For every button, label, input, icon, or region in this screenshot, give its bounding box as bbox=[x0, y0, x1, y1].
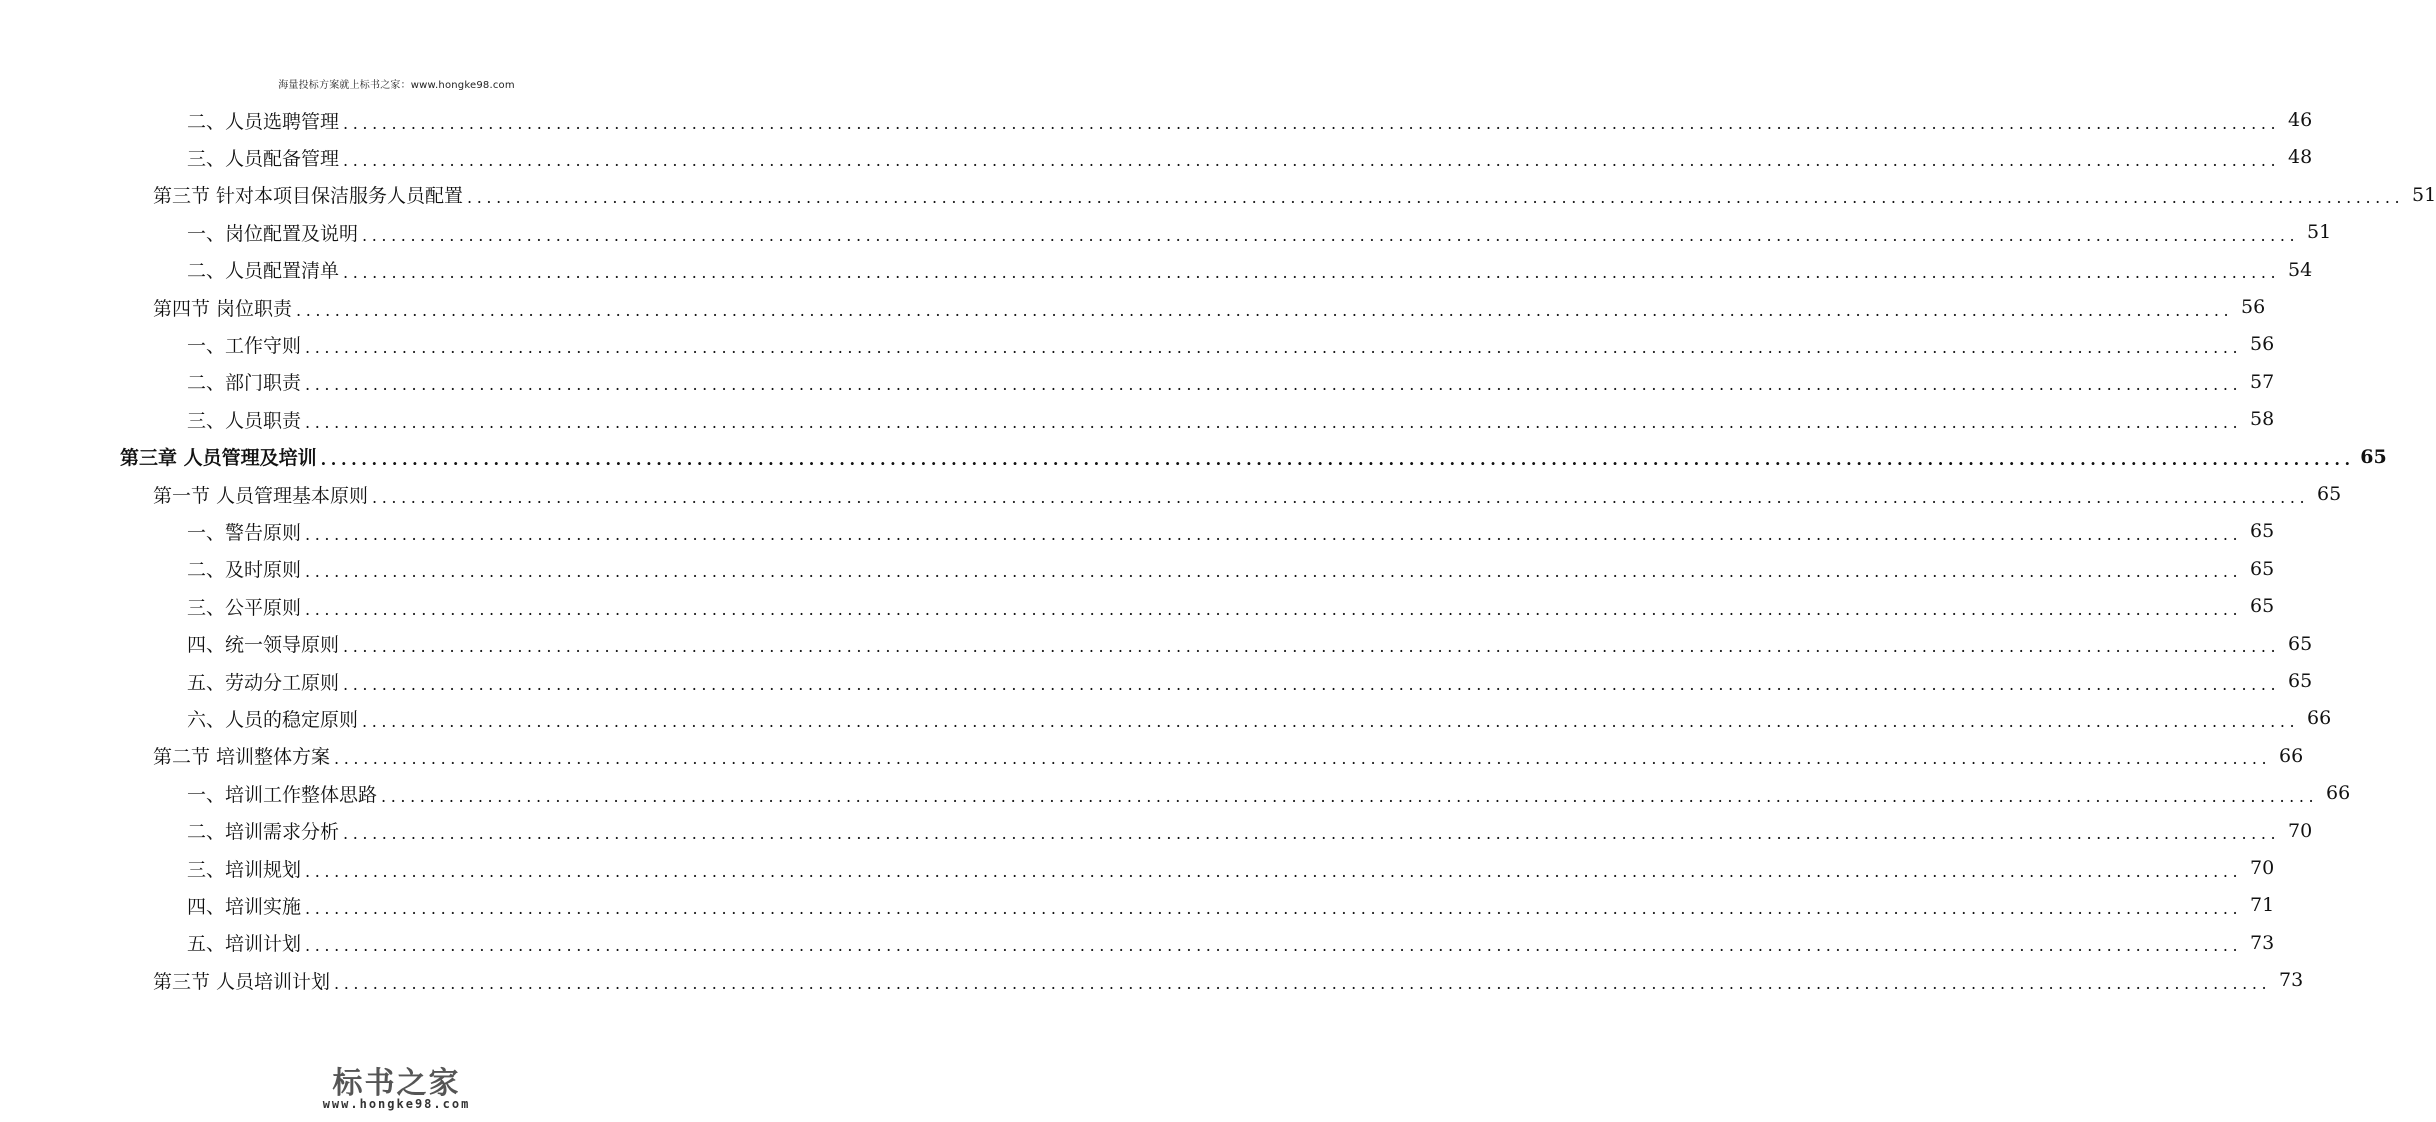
toc-dot-leader: ........................................................................................................................................................................................................ bbox=[305, 412, 2243, 432]
toc-entry-title: 一、警告原则 bbox=[187, 521, 302, 544]
toc-entry-title: 四、统一领导原则 bbox=[187, 634, 340, 657]
toc-dot-leader: ........................................................................................................................................................................................................ bbox=[467, 188, 2405, 208]
toc-entry-page-number: 65 bbox=[2288, 670, 2313, 692]
toc-entry-title: 第三节 人员培训计划 bbox=[153, 970, 331, 993]
toc-entry[interactable] bbox=[153, 292, 2266, 322]
toc-entry-page-number: 73 bbox=[2250, 931, 2275, 954]
toc-entry[interactable] bbox=[187, 142, 2313, 172]
toc-entry[interactable] bbox=[187, 778, 2351, 808]
toc-entry-page-number: 65 bbox=[2317, 483, 2342, 505]
toc-entry[interactable] bbox=[187, 853, 2275, 883]
toc-entry[interactable] bbox=[187, 666, 2313, 696]
toc-dot-leader: ........................................................................................................................................................................................................ bbox=[305, 562, 2243, 582]
toc-dot-leader: ........................................................................................................................................................................................................ bbox=[343, 113, 2281, 133]
toc-entry-page-number: 65 bbox=[2250, 520, 2275, 543]
toc-entry[interactable] bbox=[187, 816, 2313, 846]
toc-dot-leader: ........................................................................................................................................................................................................ bbox=[343, 150, 2281, 170]
toc-dot-leader: ........................................................................................................................................................................................................ bbox=[343, 674, 2281, 694]
toc-dot-leader: ........................................................................................................................................................................................................ bbox=[381, 786, 2319, 806]
toc-entry-page-number: 73 bbox=[2279, 969, 2304, 992]
toc-entry-page-number: 51 bbox=[2307, 221, 2332, 244]
toc-entry[interactable] bbox=[187, 255, 2313, 285]
toc-dot-leader: ........................................................................................................................................................................................................ bbox=[305, 898, 2243, 918]
toc-entry-title: 五、劳动分工原则 bbox=[187, 671, 340, 694]
toc-dot-leader: ........................................................................................................................................................................................................ bbox=[334, 749, 2272, 769]
toc-entry[interactable] bbox=[187, 554, 2275, 584]
toc-dot-leader: ........................................................................................................................................................................................................ bbox=[305, 861, 2243, 881]
toc-entry-title: 一、培训工作整体思路 bbox=[187, 783, 378, 806]
toc-entry-title: 第三节 针对本项目保洁服务人员配置 bbox=[153, 185, 464, 208]
toc-dot-leader: ........................................................................................................................................................................................................ bbox=[305, 524, 2243, 544]
toc-entry-title: 二、及时原则 bbox=[187, 559, 302, 582]
toc-entry[interactable] bbox=[187, 404, 2275, 434]
toc-entry-title: 第四节 岗位职责 bbox=[153, 297, 293, 320]
toc-entry[interactable] bbox=[187, 367, 2275, 397]
toc-entry[interactable] bbox=[187, 928, 2275, 958]
toc-entry-title: 五、培训计划 bbox=[187, 933, 302, 956]
toc-entry-page-number: 56 bbox=[2250, 333, 2275, 356]
toc-entry[interactable] bbox=[187, 329, 2275, 359]
toc-dot-leader: ........................................................................................................................................................................................................ bbox=[343, 263, 2281, 283]
footer-logo: 标书之家 bbox=[332, 1066, 461, 1101]
toc-entry[interactable] bbox=[153, 965, 2304, 995]
toc-entry[interactable] bbox=[187, 591, 2275, 621]
toc-dot-leader: ........................................................................................................................................................................................................ bbox=[362, 711, 2300, 731]
toc-entry-title: 三、人员配备管理 bbox=[187, 147, 340, 170]
toc-entry-page-number: 51 bbox=[2412, 183, 2436, 206]
toc-entry-page-number: 65 bbox=[2360, 445, 2387, 468]
toc-entry-page-number: 56 bbox=[2241, 296, 2266, 318]
toc-entry-page-number: 54 bbox=[2288, 258, 2313, 281]
toc-dot-leader: ........................................................................................................................................................................................................ bbox=[343, 637, 2281, 657]
toc-entry[interactable] bbox=[153, 479, 2342, 509]
toc-entry-title: 第三章 人员管理及培训 bbox=[120, 447, 317, 470]
toc-dot-leader: ........................................................................................................................................................................................................ bbox=[305, 375, 2243, 395]
toc-entry-title: 三、公平原则 bbox=[187, 596, 302, 619]
toc-entry-page-number: 65 bbox=[2250, 557, 2275, 580]
toc-entry-page-number: 70 bbox=[2288, 819, 2313, 842]
toc-entry-page-number: 46 bbox=[2288, 109, 2313, 131]
toc-dot-leader: ........................................................................................................................................................................................................ bbox=[343, 824, 2281, 844]
toc-entry-title: 第二节 培训整体方案 bbox=[153, 746, 331, 769]
toc-entry-page-number: 70 bbox=[2250, 857, 2275, 879]
toc-entry[interactable] bbox=[187, 217, 2332, 247]
page-header: 海量投标方案就上标书之家：www.hongke98.com bbox=[278, 80, 515, 91]
toc-entry[interactable] bbox=[187, 629, 2313, 659]
toc-dot-leader: ........................................................................................................................................................................................................ bbox=[296, 300, 2234, 320]
toc-entry-title: 第一节 人员管理基本原则 bbox=[153, 484, 369, 507]
toc-entry-title: 三、培训规划 bbox=[187, 858, 302, 881]
toc-entry-page-number: 57 bbox=[2250, 370, 2275, 393]
toc-entry[interactable] bbox=[120, 442, 2387, 472]
toc-entry-page-number: 65 bbox=[2288, 632, 2313, 655]
toc-entry[interactable] bbox=[187, 516, 2275, 546]
toc-entry-page-number: 66 bbox=[2279, 744, 2304, 767]
toc-dot-leader: ........................................................................................................................................................................................................ bbox=[362, 225, 2300, 245]
toc-dot-leader: ........................................................................................................................................................................................................ bbox=[320, 450, 2355, 470]
toc-entry-title: 一、岗位配置及说明 bbox=[187, 222, 359, 245]
toc-entry-page-number: 71 bbox=[2250, 894, 2275, 917]
toc-entry-page-number: 58 bbox=[2250, 408, 2275, 431]
toc-dot-leader: ........................................................................................................................................................................................................ bbox=[334, 973, 2272, 993]
toc-dot-leader: ........................................................................................................................................................................................................ bbox=[305, 599, 2243, 619]
toc-dot-leader: ........................................................................................................................................................................................................ bbox=[372, 487, 2310, 507]
toc-entry-title: 四、培训实施 bbox=[187, 895, 302, 918]
footer-url: www.hongke98.com bbox=[322, 1097, 471, 1111]
toc-entry-title: 一、工作守则 bbox=[187, 334, 302, 357]
toc-entry-title: 二、培训需求分析 bbox=[187, 821, 340, 844]
toc-entry-page-number: 66 bbox=[2307, 707, 2332, 730]
toc-entry-page-number: 65 bbox=[2250, 595, 2275, 618]
toc-entry-page-number: 66 bbox=[2326, 782, 2351, 805]
toc-dot-leader: ........................................................................................................................................................................................................ bbox=[305, 337, 2243, 357]
toc-entry[interactable] bbox=[187, 890, 2275, 920]
toc-entry[interactable] bbox=[187, 105, 2313, 135]
toc-entry-title: 六、人员的稳定原则 bbox=[187, 708, 359, 731]
toc-entry[interactable] bbox=[153, 180, 2436, 210]
toc-entry-title: 二、人员选聘管理 bbox=[187, 110, 340, 133]
toc-entry-title: 三、人员职责 bbox=[187, 409, 302, 432]
toc-entry[interactable] bbox=[187, 703, 2332, 733]
toc-entry-page-number: 48 bbox=[2288, 146, 2313, 169]
toc-entry-title: 二、人员配置清单 bbox=[187, 260, 340, 283]
toc-entry-title: 二、部门职责 bbox=[187, 372, 302, 395]
toc-dot-leader: ........................................................................................................................................................................................................ bbox=[305, 936, 2243, 956]
toc-entry[interactable] bbox=[153, 741, 2304, 771]
